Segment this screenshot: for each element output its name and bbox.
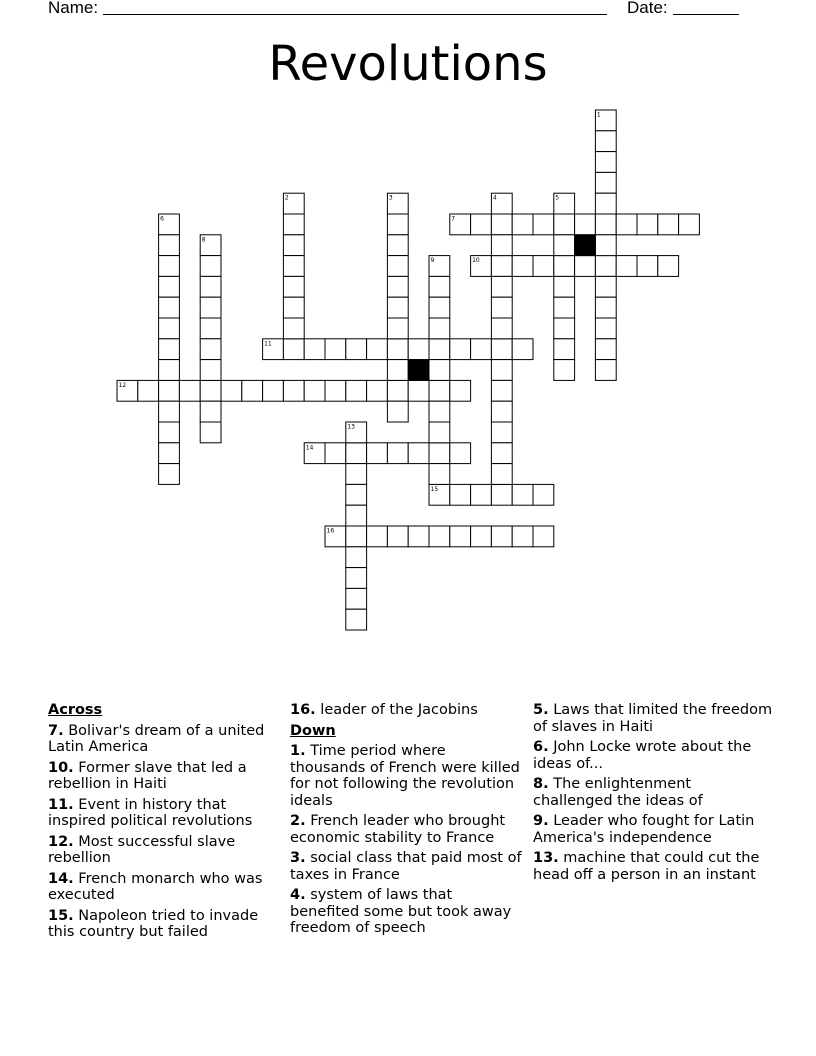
grid-cell[interactable] bbox=[491, 214, 512, 235]
grid-cell[interactable] bbox=[429, 276, 450, 297]
grid-cell[interactable] bbox=[408, 380, 429, 401]
grid-cell[interactable] bbox=[491, 235, 512, 256]
grid-cell[interactable] bbox=[429, 297, 450, 318]
clue-column-3 bbox=[533, 702, 773, 887]
cell-number: 5 bbox=[555, 194, 560, 202]
grid-cell[interactable] bbox=[367, 526, 388, 547]
cell-number: 13 bbox=[347, 423, 355, 431]
clue-text: French leader who brought economic stability to France bbox=[290, 813, 506, 846]
grid-cell[interactable] bbox=[491, 422, 512, 443]
grid-cell[interactable] bbox=[491, 380, 512, 401]
grid-cell[interactable] bbox=[346, 588, 367, 609]
grid-cell[interactable] bbox=[387, 297, 408, 318]
grid-cell[interactable] bbox=[346, 380, 367, 401]
grid-cell[interactable] bbox=[346, 339, 367, 360]
grid-cell[interactable] bbox=[367, 339, 388, 360]
grid-cell[interactable] bbox=[283, 276, 304, 297]
grid-cell[interactable] bbox=[408, 443, 429, 464]
grid-cell[interactable] bbox=[200, 297, 221, 318]
grid-cell[interactable] bbox=[387, 380, 408, 401]
grid-cell[interactable] bbox=[200, 276, 221, 297]
cell-number: 12 bbox=[118, 381, 127, 389]
grid-cell[interactable] bbox=[512, 214, 533, 235]
grid-cell[interactable] bbox=[595, 360, 616, 381]
cell-number: 8 bbox=[201, 236, 206, 244]
grid-cell[interactable] bbox=[491, 339, 512, 360]
black-square bbox=[575, 235, 596, 256]
grid-cell[interactable] bbox=[200, 339, 221, 360]
name-label: Name: bbox=[48, 0, 99, 17]
clue-number: 13. bbox=[533, 850, 559, 866]
grid-cell[interactable] bbox=[429, 360, 450, 381]
grid-cell[interactable] bbox=[387, 318, 408, 339]
clue-column-1 bbox=[48, 702, 274, 945]
cell-number: 7 bbox=[451, 215, 456, 223]
clue-text: The enlightenment challenged the ideas of bbox=[533, 776, 703, 809]
grid-cell[interactable] bbox=[159, 297, 180, 318]
grid-cell[interactable] bbox=[387, 235, 408, 256]
grid-cell[interactable] bbox=[554, 318, 575, 339]
clue-across-11 bbox=[48, 797, 274, 830]
grid-cell[interactable] bbox=[512, 484, 533, 505]
grid-cell[interactable] bbox=[159, 380, 180, 401]
grid-cell[interactable] bbox=[491, 526, 512, 547]
grid-cell[interactable] bbox=[491, 256, 512, 277]
grid-cell[interactable] bbox=[595, 193, 616, 214]
grid-cell[interactable] bbox=[159, 339, 180, 360]
grid-cell[interactable] bbox=[533, 526, 554, 547]
grid-cell[interactable] bbox=[491, 401, 512, 422]
grid-cell[interactable] bbox=[595, 339, 616, 360]
cell-number: 16 bbox=[326, 527, 335, 535]
grid-cell[interactable] bbox=[159, 256, 180, 277]
grid-cell[interactable] bbox=[512, 339, 533, 360]
grid-cell[interactable] bbox=[491, 443, 512, 464]
clue-across-10 bbox=[48, 760, 274, 793]
grid-cell[interactable] bbox=[429, 443, 450, 464]
grid-cell[interactable] bbox=[471, 526, 492, 547]
grid-cell[interactable] bbox=[346, 443, 367, 464]
clue-down-8 bbox=[533, 776, 773, 809]
grid-cell[interactable] bbox=[367, 443, 388, 464]
clue-across-16 bbox=[290, 702, 522, 719]
grid-cell[interactable] bbox=[658, 256, 679, 277]
grid-cell[interactable] bbox=[554, 256, 575, 277]
clue-text: John Locke wrote about the ideas of... bbox=[533, 739, 752, 772]
grid-cell[interactable] bbox=[595, 152, 616, 173]
grid-cell[interactable] bbox=[429, 380, 450, 401]
grid-cell[interactable] bbox=[325, 339, 346, 360]
grid-cell[interactable] bbox=[325, 380, 346, 401]
clue-number: 5. bbox=[533, 702, 549, 718]
clue-text: Bolivar's dream of a united Latin America bbox=[48, 722, 265, 755]
grid-cell[interactable] bbox=[159, 235, 180, 256]
grid-cell[interactable] bbox=[554, 360, 575, 381]
grid-cell[interactable] bbox=[595, 172, 616, 193]
grid-cell[interactable] bbox=[387, 401, 408, 422]
grid-cell[interactable] bbox=[595, 214, 616, 235]
cell-number: 11 bbox=[264, 340, 272, 348]
grid-cell[interactable] bbox=[387, 360, 408, 381]
grid-cell[interactable] bbox=[554, 339, 575, 360]
clue-number: 9. bbox=[533, 813, 549, 829]
grid-cell[interactable] bbox=[616, 214, 637, 235]
grid-cell[interactable] bbox=[554, 276, 575, 297]
cell-number: 3 bbox=[388, 194, 393, 202]
grid-cell[interactable] bbox=[200, 318, 221, 339]
grid-cell[interactable] bbox=[283, 235, 304, 256]
grid-cell[interactable] bbox=[450, 380, 471, 401]
grid-cell[interactable] bbox=[387, 214, 408, 235]
grid-cell[interactable] bbox=[346, 526, 367, 547]
grid-cell[interactable] bbox=[491, 484, 512, 505]
grid-cell[interactable] bbox=[283, 256, 304, 277]
clue-text: Laws that limited the freedom of slaves in Haiti bbox=[533, 702, 773, 735]
clue-down-6 bbox=[533, 739, 773, 772]
grid-cell[interactable] bbox=[512, 526, 533, 547]
grid-cell[interactable] bbox=[159, 464, 180, 485]
grid-cell[interactable] bbox=[408, 339, 429, 360]
cell-number: 1 bbox=[596, 111, 601, 119]
grid-cell[interactable] bbox=[450, 484, 471, 505]
grid-cell[interactable] bbox=[595, 318, 616, 339]
grid-cell[interactable] bbox=[491, 360, 512, 381]
grid-cell[interactable] bbox=[429, 422, 450, 443]
grid-cell[interactable] bbox=[679, 214, 700, 235]
clue-down-2 bbox=[290, 813, 522, 846]
grid-cell[interactable] bbox=[325, 443, 346, 464]
grid-cell[interactable] bbox=[471, 214, 492, 235]
grid-cell[interactable] bbox=[346, 505, 367, 526]
cell-number: 9 bbox=[430, 257, 435, 265]
cell-number: 15 bbox=[430, 485, 439, 493]
clue-across-14 bbox=[48, 871, 274, 904]
grid-cell[interactable] bbox=[616, 256, 637, 277]
clue-text: Time period where thousands of French were killed for not following the revolution ideals bbox=[290, 743, 520, 809]
grid-cell[interactable] bbox=[429, 318, 450, 339]
grid-cell[interactable] bbox=[533, 214, 554, 235]
grid-cell[interactable] bbox=[346, 464, 367, 485]
grid-cell[interactable] bbox=[159, 276, 180, 297]
clue-down-3 bbox=[290, 850, 522, 883]
grid-cell[interactable] bbox=[283, 318, 304, 339]
grid-cell[interactable] bbox=[159, 422, 180, 443]
grid-cell[interactable] bbox=[387, 256, 408, 277]
grid-cell[interactable] bbox=[450, 339, 471, 360]
grid-cell[interactable] bbox=[200, 380, 221, 401]
clues-area bbox=[48, 702, 778, 1002]
clue-down-4 bbox=[290, 887, 522, 937]
grid-cell[interactable] bbox=[263, 380, 284, 401]
grid-cell[interactable] bbox=[387, 276, 408, 297]
clue-down-5 bbox=[533, 702, 773, 735]
grid-cell[interactable] bbox=[429, 526, 450, 547]
grid-cell[interactable] bbox=[554, 214, 575, 235]
grid-cell[interactable] bbox=[595, 256, 616, 277]
clue-number: 3. bbox=[290, 850, 306, 866]
cell-number: 14 bbox=[305, 444, 314, 452]
grid-cell[interactable] bbox=[554, 235, 575, 256]
clue-number: 12. bbox=[48, 833, 74, 850]
grid-cell[interactable] bbox=[387, 339, 408, 360]
grid-cell[interactable] bbox=[491, 297, 512, 318]
grid-cell[interactable] bbox=[283, 297, 304, 318]
grid-cell[interactable] bbox=[450, 443, 471, 464]
grid-cell[interactable] bbox=[408, 526, 429, 547]
grid-cell[interactable] bbox=[346, 609, 367, 630]
cell-number: 4 bbox=[492, 194, 497, 202]
clue-text: Leader who fought for Latin America's independence bbox=[533, 813, 755, 846]
clue-number: 4. bbox=[290, 887, 306, 903]
grid-cell[interactable] bbox=[575, 214, 596, 235]
clue-number: 7. bbox=[48, 722, 64, 739]
page-title: Revolutions bbox=[268, 36, 548, 92]
grid-cell[interactable] bbox=[304, 339, 325, 360]
grid-cell[interactable] bbox=[429, 339, 450, 360]
grid-cell[interactable] bbox=[533, 256, 554, 277]
grid-cell[interactable] bbox=[159, 443, 180, 464]
clue-number: 10. bbox=[48, 759, 74, 776]
cell-number: 10 bbox=[472, 257, 480, 265]
clue-down-9 bbox=[533, 813, 773, 846]
clue-text: machine that could cut the head off a person in an instant bbox=[533, 850, 760, 883]
clue-number: 6. bbox=[533, 739, 549, 755]
clue-across-15 bbox=[48, 908, 274, 941]
down-heading: Down bbox=[290, 722, 336, 739]
grid-cell[interactable] bbox=[595, 131, 616, 152]
grid-cell[interactable] bbox=[159, 401, 180, 422]
clue-text: Former slave that led a rebellion in Haiti bbox=[48, 759, 247, 792]
grid-cell[interactable] bbox=[179, 380, 200, 401]
grid-cell[interactable] bbox=[595, 276, 616, 297]
grid-cell[interactable] bbox=[387, 443, 408, 464]
grid-cell[interactable] bbox=[200, 256, 221, 277]
grid-cell[interactable] bbox=[304, 380, 325, 401]
clue-number: 2. bbox=[290, 813, 306, 829]
clue-text: French monarch who was executed bbox=[48, 870, 263, 903]
grid-cell[interactable] bbox=[346, 484, 367, 505]
clue-down-13 bbox=[533, 850, 773, 883]
cell-number: 2 bbox=[284, 194, 289, 202]
clue-number: 8. bbox=[533, 776, 549, 792]
grid-cell[interactable] bbox=[367, 380, 388, 401]
grid-cell[interactable] bbox=[450, 526, 471, 547]
clue-down-1 bbox=[290, 743, 522, 809]
clue-text: Event in history that inspired political revolutions bbox=[48, 796, 253, 829]
grid-cell[interactable] bbox=[491, 318, 512, 339]
grid-cell[interactable] bbox=[471, 484, 492, 505]
clue-number: 16. bbox=[290, 702, 316, 718]
grid-cell[interactable] bbox=[221, 380, 242, 401]
grid-cell[interactable] bbox=[658, 214, 679, 235]
grid-cell[interactable] bbox=[575, 256, 596, 277]
grid-cell[interactable] bbox=[242, 380, 263, 401]
grid-cell[interactable] bbox=[491, 276, 512, 297]
black-square bbox=[408, 360, 429, 381]
clue-text: social class that paid most of taxes in France bbox=[290, 850, 522, 883]
grid-cell[interactable] bbox=[533, 484, 554, 505]
grid-cell[interactable] bbox=[200, 401, 221, 422]
grid-cell[interactable] bbox=[637, 256, 658, 277]
grid-cell[interactable] bbox=[471, 339, 492, 360]
clue-text: Most successful slave rebellion bbox=[48, 833, 236, 866]
grid-cell[interactable] bbox=[595, 297, 616, 318]
grid-cell[interactable] bbox=[387, 526, 408, 547]
clue-number: 11. bbox=[48, 796, 74, 813]
grid-cell[interactable] bbox=[512, 256, 533, 277]
cell-number: 6 bbox=[160, 215, 164, 223]
grid-cell[interactable] bbox=[200, 422, 221, 443]
grid-cell[interactable] bbox=[429, 464, 450, 485]
clue-text: leader of the Jacobins bbox=[320, 702, 478, 718]
grid-cell[interactable] bbox=[283, 380, 304, 401]
grid-cell[interactable] bbox=[200, 360, 221, 381]
grid-cell[interactable] bbox=[138, 380, 159, 401]
grid-cell[interactable] bbox=[283, 214, 304, 235]
grid-cell[interactable] bbox=[491, 464, 512, 485]
grid-cell[interactable] bbox=[637, 214, 658, 235]
grid-cell[interactable] bbox=[429, 401, 450, 422]
across-heading: Across bbox=[48, 702, 103, 718]
grid-cell[interactable] bbox=[595, 235, 616, 256]
grid-cell[interactable] bbox=[554, 297, 575, 318]
grid-cell[interactable] bbox=[346, 568, 367, 589]
clue-column-2 bbox=[290, 702, 522, 941]
grid-cell[interactable] bbox=[283, 339, 304, 360]
clue-number: 1. bbox=[290, 743, 306, 759]
clue-across-7 bbox=[48, 723, 274, 756]
clue-number: 14. bbox=[48, 870, 74, 887]
grid-cell[interactable] bbox=[159, 318, 180, 339]
clue-across-12 bbox=[48, 834, 274, 867]
clue-text: Napoleon tried to invade this country but failed bbox=[48, 907, 259, 940]
clue-number: 15. bbox=[48, 907, 74, 924]
date-label: Date: bbox=[627, 0, 668, 17]
grid-cell[interactable] bbox=[346, 547, 367, 568]
grid-cell[interactable] bbox=[159, 360, 180, 381]
clue-text: system of laws that benefited some but took away freedom of speech bbox=[290, 887, 512, 936]
